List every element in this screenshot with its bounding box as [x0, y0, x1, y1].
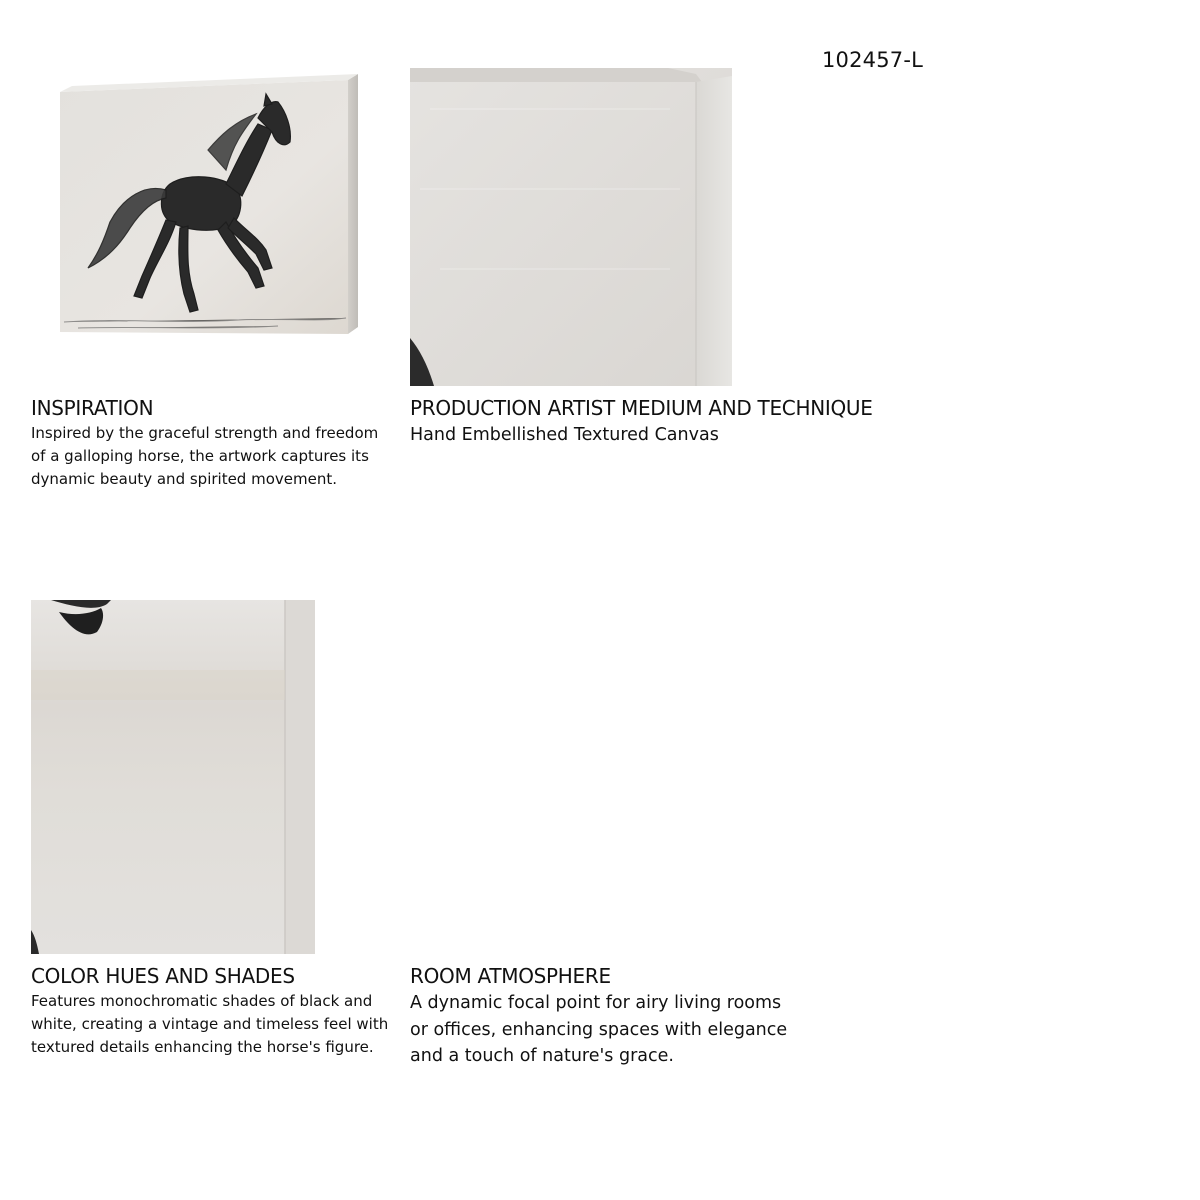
- product-sku: 102457-L: [822, 48, 924, 72]
- section-body: Features monochromatic shades of black and white, creating a vintage and timeless feel with textured details enhancing the horse's figure.: [31, 992, 389, 1056]
- canvas-side-detail-image: [31, 600, 315, 954]
- section-body: A dynamic focal point for airy living rooms or offices, enhancing spaces with elegance and a touch of nature's grace.: [410, 993, 788, 1066]
- section-title: ROOM ATMOSPHERE: [410, 964, 611, 988]
- section-title: INSPIRATION: [31, 396, 154, 420]
- production-medium-section: [410, 396, 930, 449]
- inspiration-section: [31, 396, 393, 491]
- section-title: COLOR HUES AND SHADES: [31, 964, 295, 988]
- color-hues-section: [31, 964, 393, 1059]
- section-body: Inspired by the graceful strength and freedom of a galloping horse, the artwork captures its dynamic beauty and spirited movement.: [31, 424, 379, 488]
- canvas-angled-view-image: [58, 72, 360, 338]
- section-title: PRODUCTION ARTIST MEDIUM AND TECHNIQUE: [410, 396, 873, 420]
- section-body: Hand Embellished Textured Canvas: [410, 425, 719, 445]
- canvas-corner-detail-image: [410, 68, 732, 386]
- room-atmosphere-section: [410, 964, 790, 1070]
